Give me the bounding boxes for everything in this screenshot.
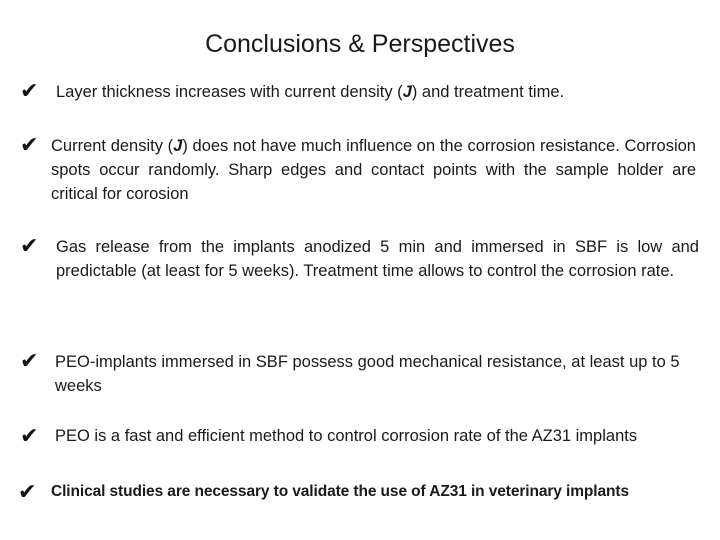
current-density-symbol: J [173,137,183,155]
checkmark-icon: ✔ [18,480,37,505]
conclusion-text-5: PEO is a fast and efficient method to control corrosion rate of the AZ31 implants [55,427,638,445]
text-segment: ) and treatment time. [411,83,565,101]
checkmark-icon: ✔ [20,349,39,374]
checkmark-icon: ✔ [20,133,39,158]
conclusion-text-1 [56,80,656,104]
checkmark-icon: ✔ [20,424,39,449]
checkmark-icon: ✔ [20,234,39,259]
checkmark-icon: ✔ [20,79,39,104]
text-segment: Layer thickness increases with current density ( [56,83,403,101]
conclusion-text-2 [51,134,696,206]
current-density-symbol: J [402,83,412,101]
text-segment: ) does not have much influence on the corrosion resistance. Corrosion spots occur randomly. Sharp edges and contact points with the sample holder are critical for corosion [51,137,696,203]
conclusion-text-4: PEO-implants immersed in SBF possess good mechanical resistance, at least up to 5 weeks [55,353,680,395]
slide-title: Conclusions & Perspectives [205,30,515,58]
conclusion-text-6: Clinical studies are necessary to validate the use of AZ31 in veterinary implants [51,483,629,500]
conclusion-text-3: Gas release from the implants anodized 5 min and immersed in SBF is low and predictable (at least for 5 weeks). Treatment time allows to control the corrosion rate. [56,238,699,280]
text-segment: Current density ( [51,137,174,155]
